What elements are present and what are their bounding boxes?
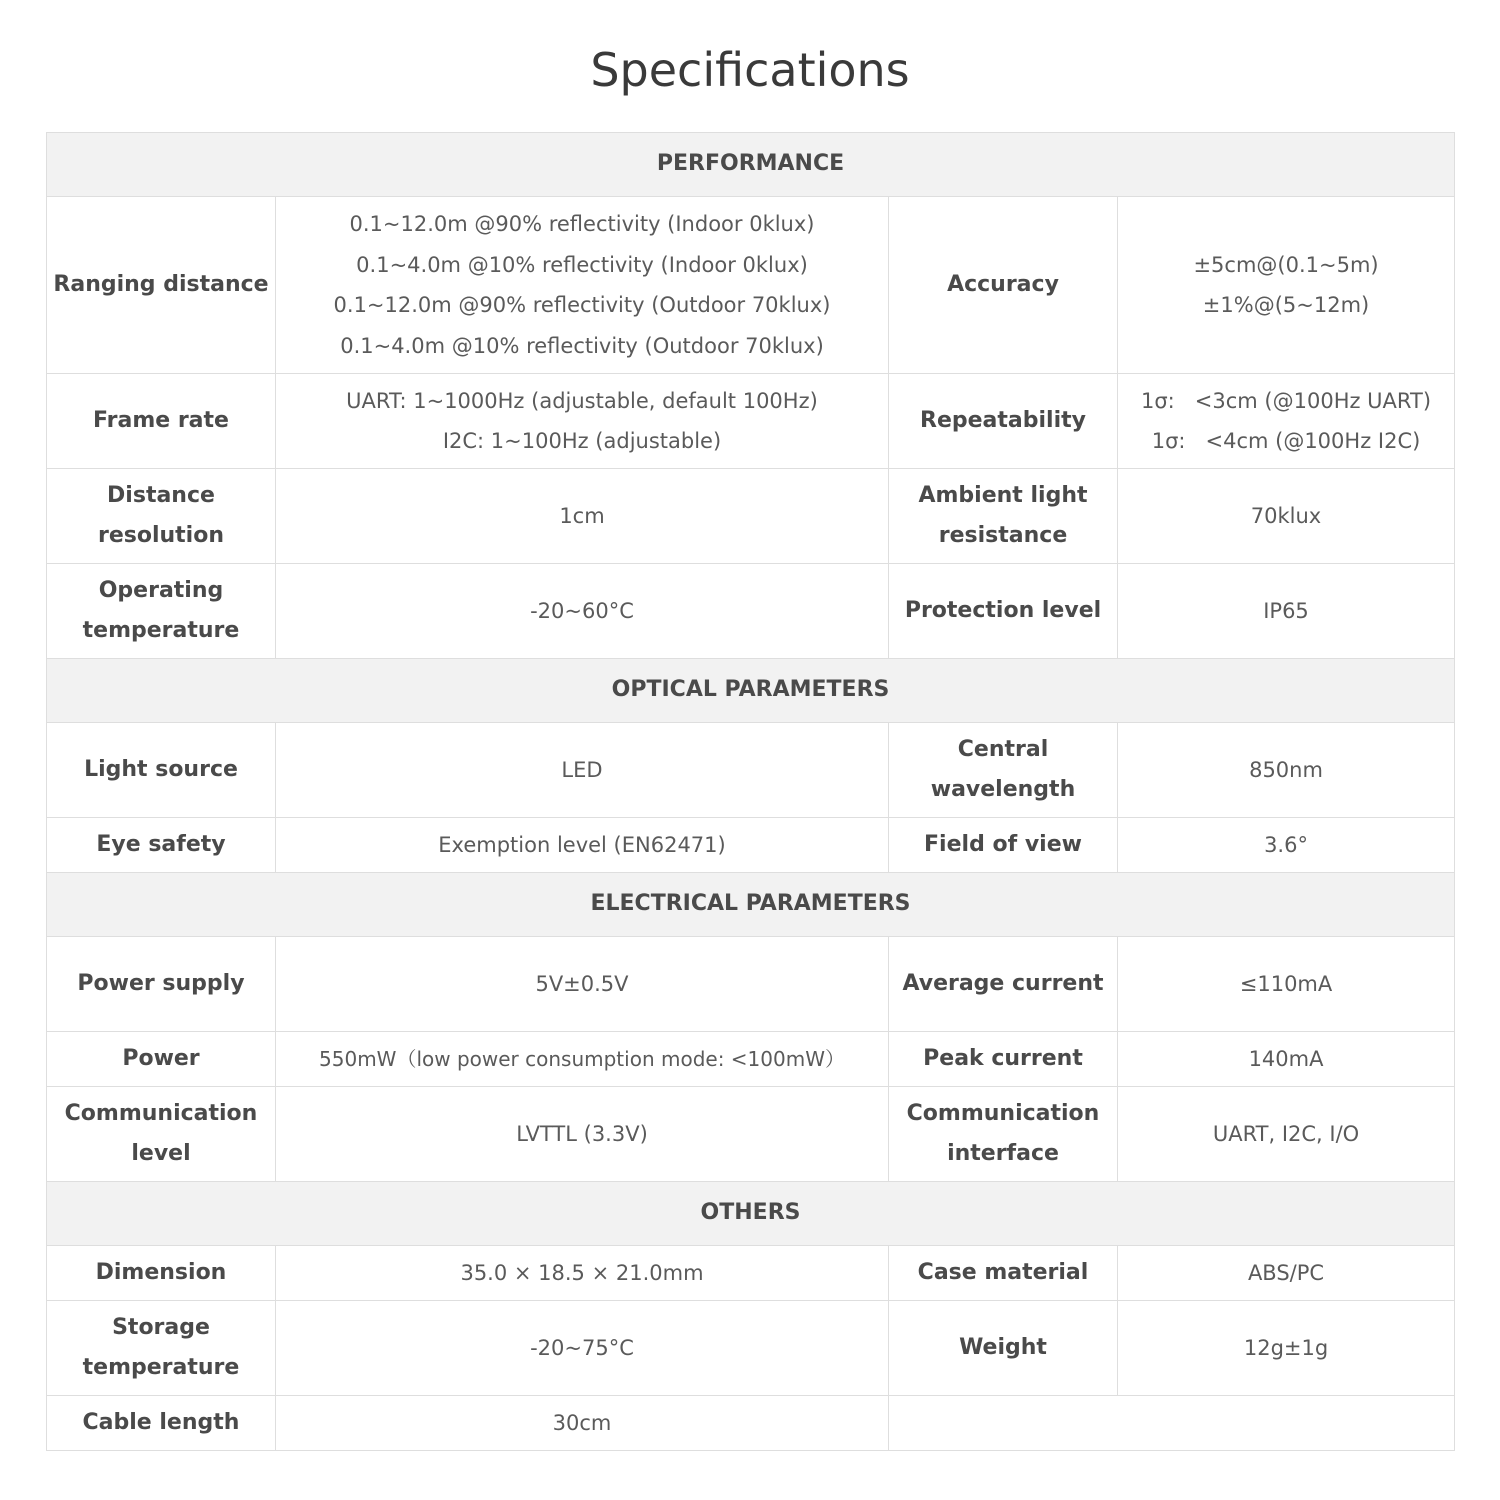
- table-row: [47, 564, 1455, 659]
- section-header-others: [47, 1182, 1455, 1246]
- specifications-table: [46, 132, 1455, 1451]
- spec-value-accuracy: [1118, 197, 1455, 374]
- empty-cell: [889, 1396, 1455, 1451]
- table-row: [47, 937, 1455, 1032]
- spec-value-ranging-distance: [276, 197, 889, 374]
- spec-value-peak-current: 140mA: [1118, 1032, 1455, 1087]
- spec-value-case-material: ABS/PC: [1118, 1246, 1455, 1301]
- spec-value-power: 550mW（low power consumption mode: <100mW）: [276, 1032, 889, 1087]
- spec-value-field-of-view: 3.6°: [1118, 818, 1455, 873]
- spec-value-frame-rate: [276, 374, 889, 469]
- spec-value-light-source: LED: [276, 723, 889, 818]
- spec-label-central-wavelength: Central wavelength: [889, 723, 1118, 818]
- table-row: [47, 374, 1455, 469]
- section-title-others: OTHERS: [47, 1182, 1455, 1246]
- section-title-optical: OPTICAL PARAMETERS: [47, 659, 1455, 723]
- spec-value-communication-interface: UART, I2C, I/O: [1118, 1087, 1455, 1182]
- spec-label-cable-length: Cable length: [47, 1396, 276, 1451]
- spec-label-peak-current: Peak current: [889, 1032, 1118, 1087]
- spec-label-storage-temperature: Storage temperature: [47, 1301, 276, 1396]
- spec-label-protection-level: Protection level: [889, 564, 1118, 659]
- section-header-optical: [47, 659, 1455, 723]
- spec-value-cable-length: 30cm: [276, 1396, 889, 1451]
- spec-label-ambient-light-resistance: Ambient light resistance: [889, 469, 1118, 564]
- spec-label-case-material: Case material: [889, 1246, 1118, 1301]
- table-row: [47, 1301, 1455, 1396]
- spec-value-line: ±5cm@(0.1~5m): [1193, 252, 1379, 277]
- table-row: [47, 1032, 1455, 1087]
- spec-value-eye-safety: Exemption level (EN62471): [276, 818, 889, 873]
- spec-label-power: Power: [47, 1032, 276, 1087]
- spec-value-line: 1σ: <4cm (@100Hz I2C): [1151, 429, 1421, 453]
- table-row: [47, 818, 1455, 873]
- spec-value-protection-level: IP65: [1118, 564, 1455, 659]
- section-title-electrical: ELECTRICAL PARAMETERS: [47, 873, 1455, 937]
- spec-label-dimension: Dimension: [47, 1246, 276, 1301]
- spec-value-distance-resolution: 1cm: [276, 469, 889, 564]
- table-row: [47, 197, 1455, 374]
- spec-value-repeatability: [1118, 374, 1455, 469]
- spec-value-power-supply: 5V±0.5V: [276, 937, 889, 1032]
- spec-label-accuracy: Accuracy: [889, 197, 1118, 374]
- spec-value-line: 1σ: <3cm (@100Hz UART): [1141, 388, 1432, 413]
- spec-label-frame-rate: Frame rate: [47, 374, 276, 469]
- spec-value-weight: 12g±1g: [1118, 1301, 1455, 1396]
- spec-value-operating-temperature: -20~60°C: [276, 564, 889, 659]
- section-header-performance: [47, 133, 1455, 197]
- table-row: [47, 1087, 1455, 1182]
- table-row: [47, 723, 1455, 818]
- spec-label-communication-interface: Communication interface: [889, 1087, 1118, 1182]
- spec-value-line: I2C: 1~100Hz (adjustable): [442, 429, 722, 453]
- spec-value-line: ±1%@(5~12m): [1202, 293, 1370, 317]
- table-row: [47, 1246, 1455, 1301]
- spec-value-ambient-light-resistance: 70klux: [1118, 469, 1455, 564]
- page-title: Specifications: [590, 43, 910, 97]
- spec-label-light-source: Light source: [47, 723, 276, 818]
- table-row: [47, 1396, 1455, 1451]
- spec-label-ranging-distance: Ranging distance: [47, 197, 276, 374]
- section-title-performance: PERFORMANCE: [47, 133, 1455, 197]
- spec-value-central-wavelength: 850nm: [1118, 723, 1455, 818]
- spec-label-power-supply: Power supply: [47, 937, 276, 1032]
- spec-value-line: 0.1~12.0m @90% reflectivity (Indoor 0klux): [349, 212, 815, 236]
- spec-value-communication-level: LVTTL (3.3V): [276, 1087, 889, 1182]
- section-header-electrical: [47, 873, 1455, 937]
- spec-label-weight: Weight: [889, 1301, 1118, 1396]
- spec-label-field-of-view: Field of view: [889, 818, 1118, 873]
- spec-value-line: 0.1~4.0m @10% reflectivity (Outdoor 70klux): [340, 333, 824, 358]
- spec-label-average-current: Average current: [889, 937, 1118, 1032]
- spec-value-storage-temperature: -20~75°C: [276, 1301, 889, 1396]
- spec-value-dimension: 35.0 × 18.5 × 21.0mm: [276, 1246, 889, 1301]
- table-row: [47, 469, 1455, 564]
- spec-value-line: 0.1~12.0m @90% reflectivity (Outdoor 70klux): [333, 293, 831, 317]
- spec-label-repeatability: Repeatability: [889, 374, 1118, 469]
- spec-value-average-current: ≤110mA: [1118, 937, 1455, 1032]
- spec-label-communication-level: Communication level: [47, 1087, 276, 1182]
- spec-value-line: UART: 1~1000Hz (adjustable, default 100Hz): [346, 388, 818, 413]
- spec-label-operating-temperature: Operating temperature: [47, 564, 276, 659]
- spec-label-eye-safety: Eye safety: [47, 818, 276, 873]
- spec-label-distance-resolution: Distance resolution: [47, 469, 276, 564]
- spec-value-line: 0.1~4.0m @10% reflectivity (Indoor 0klux): [356, 252, 808, 277]
